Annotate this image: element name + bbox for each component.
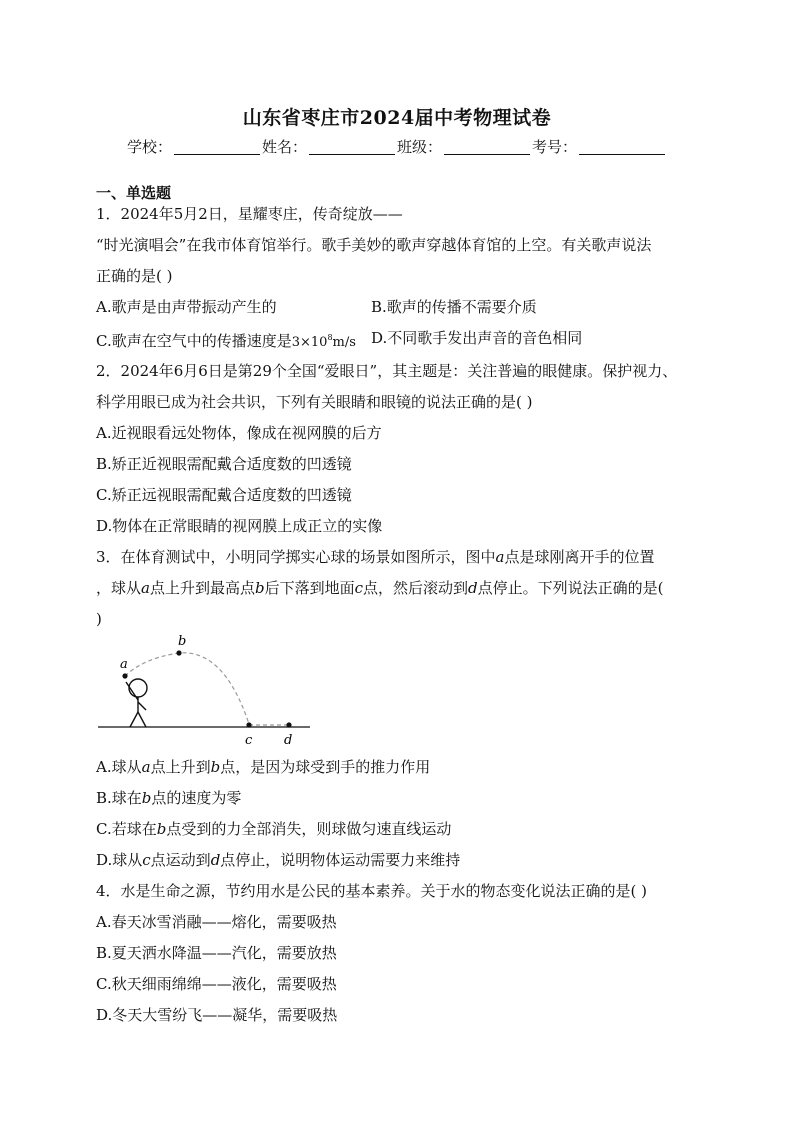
person-leg-right — [138, 712, 146, 727]
q2-option-d[interactable]: D.物体在正常眼睛的视网膜上成正立的实像 — [96, 517, 383, 535]
q1-option-c-value: $3\times 10^8m/s$ — [291, 333, 356, 350]
q1-option-c[interactable] — [96, 328, 356, 353]
label-b: b — [178, 634, 187, 649]
q3-stem-line2: ，球从a点上升到最高点b后下落到地面c点，然后滚动到d点停止。下列说法正确的是( — [96, 579, 664, 597]
q2-stem-line1: 2．2024年6月6日是第29个全国“爱眼日”，其主题是：关注普遍的眼健康。保护视力、 — [96, 362, 678, 380]
q1-option-d[interactable]: D.不同歌手发出声音的音色相同 — [371, 329, 583, 347]
q3-option-a[interactable]: A.球从a点上升到b点，是因为球受到手的推力作用 — [96, 758, 431, 776]
q2-option-b[interactable]: B.矫正近视眼需配戴合适度数的凹透镜 — [96, 455, 352, 473]
person-arm-raised — [126, 682, 138, 700]
q3-option-b[interactable]: B.球在b点的速度为零 — [96, 789, 242, 807]
q3-option-d[interactable]: D.球从c点运动到d点停止，说明物体运动需要力来维持 — [96, 851, 461, 869]
number-blank[interactable] — [579, 138, 665, 155]
q1-option-a[interactable]: A.歌声是由声带振动产生的 — [96, 298, 277, 316]
label-a: a — [120, 657, 128, 672]
q4-stem-line1: 4．水是生命之源，节约用水是公民的基本素养。关于水的物态变化说法正确的是( ) — [96, 882, 648, 900]
q3-figure-ball-trajectory — [96, 632, 316, 750]
q4-option-b[interactable]: B.夏天洒水降温——汽化，需要放热 — [96, 944, 337, 962]
point-d — [286, 722, 291, 727]
q3-stem-line3: ) — [96, 610, 102, 628]
school-label: 学校： — [126, 138, 172, 156]
point-b — [176, 650, 181, 655]
page-title: 山东省枣庄市2024届中考物理试卷 — [242, 107, 552, 129]
student-info-row — [0, 136, 794, 157]
q3-stem-line1: 3．在体育测试中，小明同学掷实心球的场景如图所示，图中a点是球刚离开手的位置 — [96, 548, 655, 566]
q4-option-a[interactable]: A.春天冰雪消融——熔化，需要吸热 — [96, 913, 337, 931]
class-blank[interactable] — [444, 138, 530, 155]
school-blank[interactable] — [174, 138, 260, 155]
number-label: 考号： — [532, 138, 578, 156]
point-c — [246, 722, 251, 727]
q4-option-c[interactable]: C.秋天细雨绵绵——液化，需要吸热 — [96, 975, 337, 993]
q1-option-b[interactable]: B.歌声的传播不需要介质 — [371, 298, 537, 316]
trajectory-path — [125, 653, 249, 724]
section-heading: 一、单选题 — [96, 184, 172, 202]
point-a — [122, 673, 127, 678]
name-blank[interactable] — [309, 138, 395, 155]
q3-option-c[interactable]: C.若球在b点受到的力全部消失，则球做匀速直线运动 — [96, 820, 452, 838]
q1-stem-line2: “时光演唱会”在我市体育馆举行。歌手美妙的歌声穿越体育馆的上空。有关歌声说法 — [96, 236, 652, 254]
person-leg-left — [130, 712, 138, 727]
q2-stem-line2: 科学用眼已成为社会共识，下列有关眼睛和眼镜的说法正确的是( ) — [96, 393, 533, 411]
q1-stem-line3: 正确的是( ) — [96, 267, 173, 285]
q4-option-d[interactable]: D.冬天大雪纷飞——凝华，需要吸热 — [96, 1006, 338, 1024]
person-arm — [138, 702, 146, 710]
class-label: 班级： — [397, 138, 443, 156]
label-c: c — [245, 733, 253, 748]
q1-option-c-text: C.歌声在空气中的传播速度是 — [96, 332, 292, 350]
q1-stem-line1: 1．2024年5月2日，星耀枣庄，传奇绽放—— — [96, 205, 403, 223]
person-head — [129, 679, 147, 697]
q2-option-c[interactable]: C.矫正远视眼需配戴合适度数的凹透镜 — [96, 486, 352, 504]
q2-option-a[interactable]: A.近视眼看远处物体，像成在视网膜的后方 — [96, 424, 382, 442]
name-label: 姓名： — [261, 138, 307, 156]
label-d: d — [284, 733, 293, 748]
